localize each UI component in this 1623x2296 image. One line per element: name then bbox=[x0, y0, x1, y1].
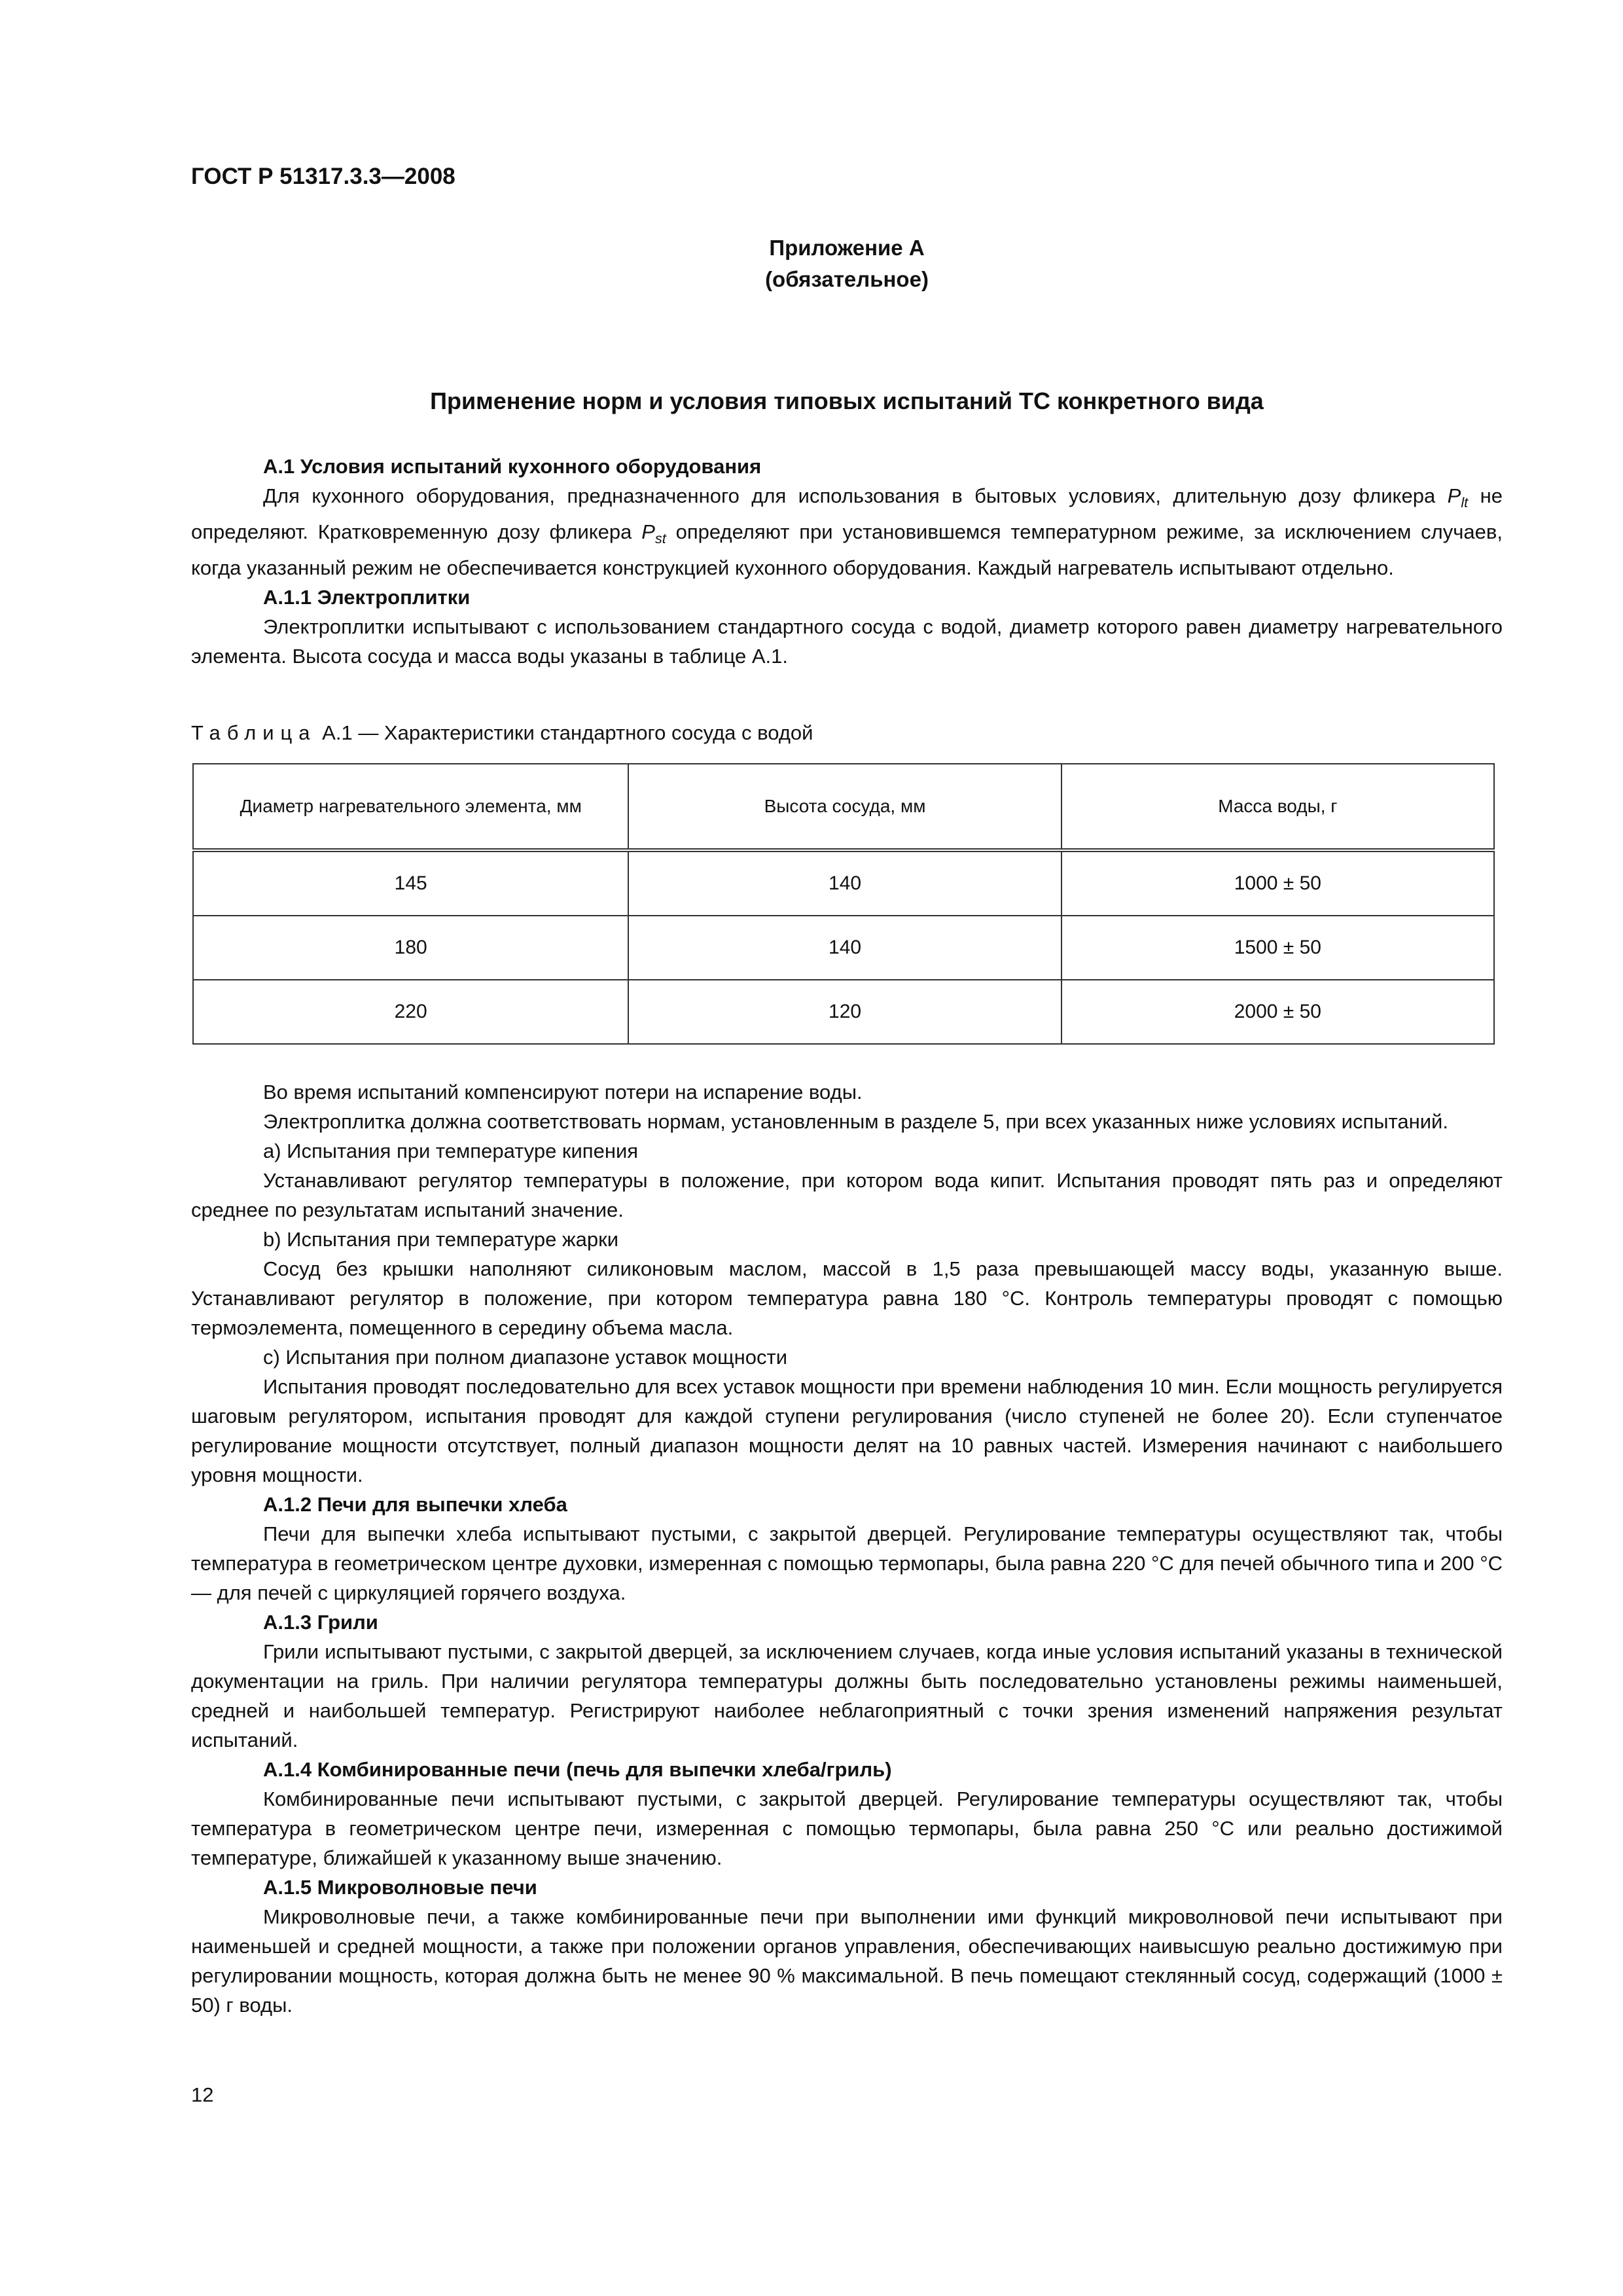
section-a1-text-part3: определяют при установившемся температурном режиме, за исключением случаев, когда указанный режим не обеспечивается конструкцией кухонного оборудования. Каждый нагреватель испытывают отдельно. bbox=[191, 520, 1503, 580]
item-b-frying: b) Испытания при температуре жарки bbox=[263, 1228, 619, 1251]
symbol-p-lt-subscript: lt bbox=[1461, 494, 1469, 511]
section-a12-heading: А.1.2 Печи для выпечки хлеба bbox=[263, 1493, 567, 1516]
section-a14-heading: А.1.4 Комбинированные печи (печь для выпечки хлеба/гриль) bbox=[263, 1758, 892, 1781]
table-row bbox=[193, 980, 1494, 1044]
table-cell: 2000 ± 50 bbox=[1061, 980, 1494, 1044]
paragraph-power-range: Испытания проводят последовательно для всех уставок мощности при времени наблюдения 10 мин. Если мощность регулируется шаговым регулятором, испытания проводят для каждой ступени регулирования (число ступеней не более 20). Если ступенчатое регулирование мощности отсутствует, полный диапазон мощности делят на 10 равных частей. Измерения начинают с наибольшего уровня мощности. bbox=[191, 1375, 1503, 1486]
paragraph-water-loss: Во время испытаний компенсируют потери на испарение воды. bbox=[263, 1081, 863, 1103]
table-header-water-mass: Масса воды, г bbox=[1061, 764, 1494, 850]
item-c-power-range: c) Испытания при полном диапазоне уставок мощности bbox=[263, 1346, 788, 1369]
section-a1-text-part2: не определяют. Кратковременную дозу фликера bbox=[191, 484, 1503, 544]
page-number: 12 bbox=[191, 2083, 214, 2106]
section-a1-paragraph bbox=[191, 481, 1503, 583]
symbol-p-lt-letter: P bbox=[1447, 484, 1461, 507]
table-header-height: Высота сосуда, мм bbox=[628, 764, 1061, 850]
section-a12-paragraph: Печи для выпечки хлеба испытывают пустыми, с закрытой дверцей. Регулирование температуры осуществляют так, чтобы температура в геометрическом центре духовки, измеренная с помощью термопары, была равна 220 °С для печей обычного типа и 200 °С — для печей с циркуляцией горячего воздуха. bbox=[191, 1522, 1503, 1604]
section-a13-paragraph: Грили испытывают пустыми, с закрытой дверцей, за исключением случаев, когда иные условия испытаний указаны в технической документации на гриль. При наличии регулятора температуры должны быть последовательно установлены режимы наименьшей, средней и наибольшей температур. Регистрируют наиболее неблагоприятный с точки зрения изменений напряжения результат испытаний. bbox=[191, 1640, 1503, 1751]
table-caption-word: Таблица bbox=[191, 721, 317, 744]
body-text-after-table bbox=[191, 1077, 1503, 2020]
section-a11-heading: А.1.1 Электроплитки bbox=[263, 586, 471, 609]
section-a1-block bbox=[191, 452, 1503, 671]
vessel-characteristics-table bbox=[192, 763, 1495, 1045]
symbol-p-st-letter: P bbox=[641, 520, 655, 544]
table-cell: 1500 ± 50 bbox=[1061, 916, 1494, 980]
section-a15-paragraph: Микроволновые печи, а также комбинированные печи при выполнении ими функций микроволновой печи испытывают при наименьшей и средней мощности, а также при положении органов управления, обеспечивающих наивысшую реально достижимую при регулировании мощность, которая должна быть не менее 90 % максимальной. В печь помещают стеклянный сосуд, содержащий (1000 ± 50) г воды. bbox=[191, 1905, 1503, 2017]
item-a-boiling: a) Испытания при температуре кипения bbox=[263, 1139, 639, 1162]
paragraph-frying: Сосуд без крышки наполняют силиконовым маслом, массой в 1,5 раза превышающей массу воды, указанную выше. Устанавливают регулятор в положение, при котором температура равна 180 °С. Контроль температуры проводят с помощью термоэлемента, помещенного в середину объема масла. bbox=[191, 1257, 1503, 1339]
section-a15-heading: А.1.5 Микроволновые печи bbox=[263, 1876, 537, 1899]
document-code-header: ГОСТ Р 51317.3.3—2008 bbox=[191, 164, 455, 189]
appendix-main-title: Применение норм и условия типовых испытаний ТС конкретного вида bbox=[430, 387, 1264, 414]
paragraph-boiling: Устанавливают регулятор температуры в положение, при котором вода кипит. Испытания проводят пять раз и определяют среднее по результатам испытаний значение. bbox=[191, 1169, 1503, 1221]
table-cell: 140 bbox=[628, 850, 1061, 916]
appendix-heading bbox=[191, 232, 1503, 295]
table-cell: 145 bbox=[193, 850, 628, 916]
table-cell: 140 bbox=[628, 916, 1061, 980]
symbol-p-lt bbox=[1447, 484, 1469, 511]
section-a13-heading: А.1.3 Грили bbox=[263, 1611, 378, 1634]
table-caption-title: А.1 — Характеристики стандартного сосуда с водой bbox=[316, 721, 813, 744]
section-a1-text-part1: Для кухонного оборудования, предназначенного для использования в бытовых условиях, длительную дозу фликера bbox=[263, 484, 1448, 507]
table-cell: 220 bbox=[193, 980, 628, 1044]
table-caption bbox=[191, 721, 813, 745]
appendix-title: Приложение А bbox=[769, 236, 925, 260]
table-header-diameter: Диаметр нагревательного элемента, мм bbox=[193, 764, 628, 850]
section-a14-paragraph: Комбинированные печи испытывают пустыми, с закрытой дверцей. Регулирование температуры осуществляют так, чтобы температура в геометрическом центре печи, измеренная с помощью термопары, была равна 250 °С или реально достижимой температуре, ближайшей к указанному выше значению. bbox=[191, 1787, 1503, 1869]
table-row bbox=[193, 850, 1494, 916]
table-cell: 1000 ± 50 bbox=[1061, 850, 1494, 916]
table-cell: 120 bbox=[628, 980, 1061, 1044]
table-header-row bbox=[193, 764, 1494, 850]
table-cell: 180 bbox=[193, 916, 628, 980]
section-a11-paragraph: Электроплитки испытывают с использованием стандартного сосуда с водой, диаметр которого равен диаметру нагревательного элемента. Высота сосуда и масса воды указаны в таблице А.1. bbox=[191, 615, 1503, 668]
paragraph-hotplate-norms: Электроплитка должна соответствовать нормам, установленным в разделе 5, при всех указанных ниже условиях испытаний. bbox=[263, 1110, 1448, 1133]
appendix-status: (обязательное) bbox=[765, 267, 929, 291]
symbol-p-st-subscript: st bbox=[654, 530, 666, 547]
table-row bbox=[193, 916, 1494, 980]
section-a1-heading: А.1 Условия испытаний кухонного оборудования bbox=[263, 455, 762, 478]
symbol-p-st bbox=[641, 520, 666, 547]
